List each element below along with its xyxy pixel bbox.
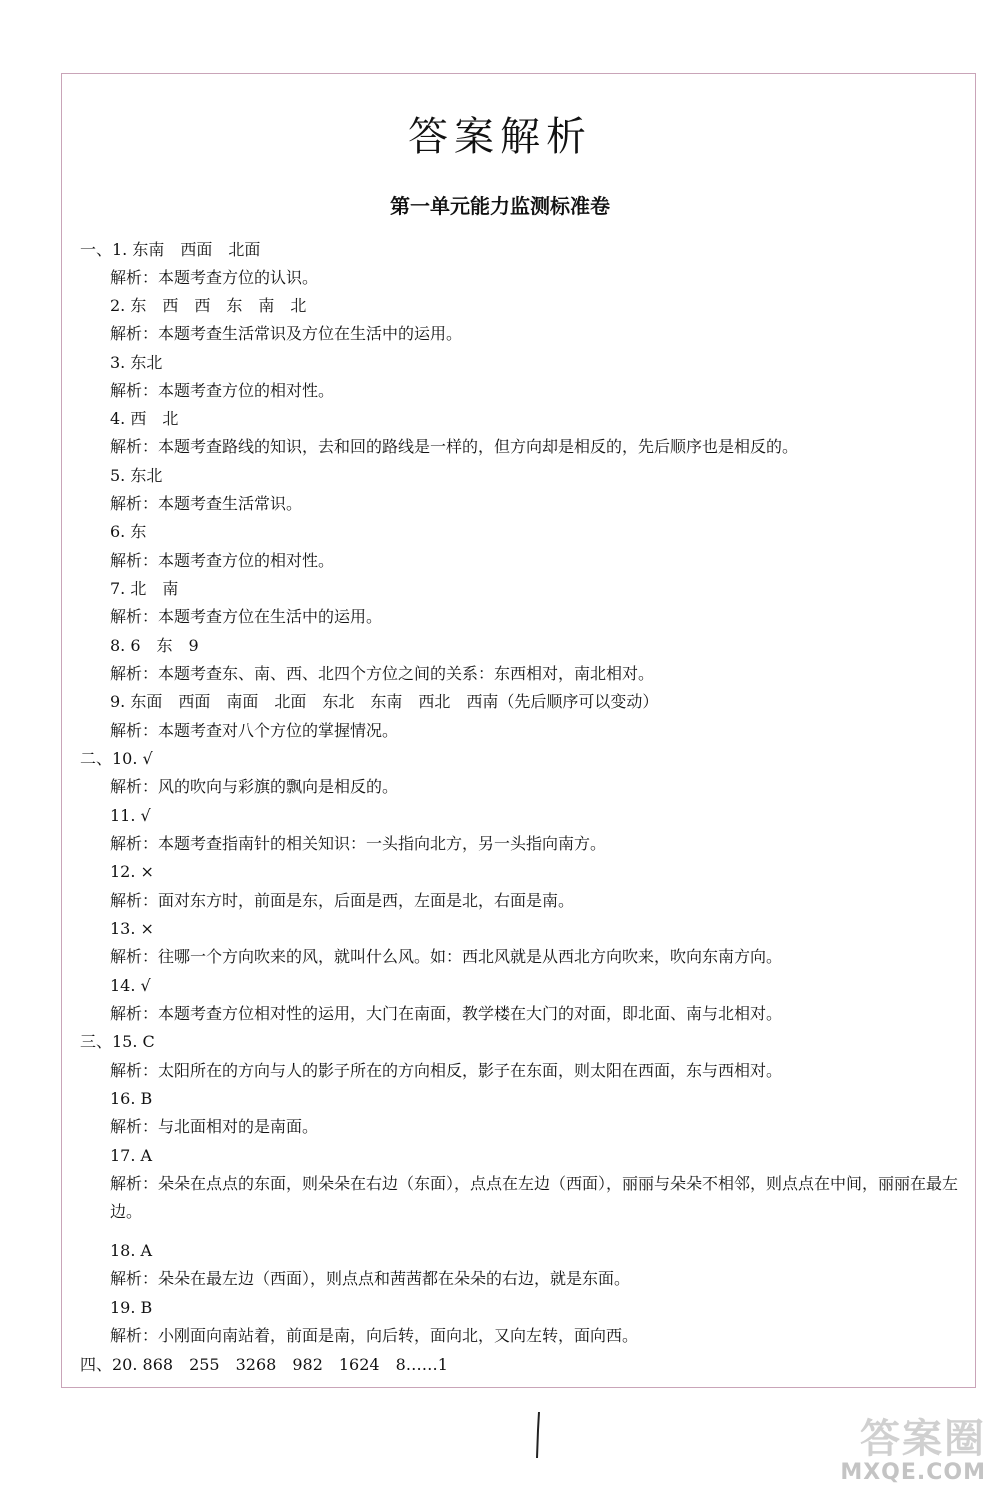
pen-stroke-mark — [532, 1410, 544, 1460]
watermark — [840, 1418, 986, 1486]
answer-line: 17. A — [110, 1146, 153, 1165]
analysis-line: 解析：小刚面向南站着，前面是南，向后转，面向北，又向左转，面向西。 — [110, 1326, 639, 1345]
analysis-line: 解析：本题考查生活常识及方位在生活中的运用。 — [110, 324, 463, 343]
answer-line: 四、20. 868 255 3268 982 1624 8……1 — [80, 1355, 448, 1374]
section-title: 第一单元能力监测标准卷 — [390, 194, 610, 218]
page-title: 答案解析 — [408, 114, 592, 160]
answer-line: 16. B — [110, 1089, 153, 1108]
analysis-line: 解析：本题考查路线的知识，去和回的路线是一样的，但方向却是相反的，先后顺序也是相反的。 — [110, 437, 799, 456]
analysis-line: 解析：本题考查指南针的相关知识：一头指向北方，另一头指向南方。 — [110, 834, 607, 853]
analysis-line: 解析：本题考查对八个方位的掌握情况。 — [110, 721, 399, 740]
analysis-line: 解析：本题考查方位的相对性。 — [110, 551, 335, 570]
analysis-line: 解析：太阳所在的方向与人的影子所在的方向相反，影子在东面，则太阳在西面，东与西相对。 — [110, 1061, 783, 1080]
analysis-line: 解析：本题考查方位在生活中的运用。 — [110, 607, 383, 626]
analysis-line: 解析：本题考查方位的认识。 — [110, 268, 319, 287]
analysis-line: 解析：朵朵在最左边（西面），则点点和茜茜都在朵朵的右边，就是东面。 — [110, 1269, 631, 1288]
answer-line: 一、1. 东南 西面 北面 — [80, 240, 261, 259]
answer-line: 2. 东 西 西 东 南 北 — [110, 296, 307, 315]
analysis-line: 解析：朵朵在点点的东面，则朵朵在右边（东面），点点在左边（西面），丽丽与朵朵不相邻，则点点在中间，丽丽在最左边。 — [110, 1174, 959, 1221]
analysis-line: 解析：面对东方时，前面是东，后面是西，左面是北，右面是南。 — [110, 891, 575, 910]
answer-line: 11. √ — [110, 806, 151, 825]
answer-line: 8. 6 东 9 — [110, 636, 199, 655]
analysis-line: 解析：本题考查东、南、西、北四个方位之间的关系：东西相对，南北相对。 — [110, 664, 655, 683]
answer-line: 14. √ — [110, 976, 151, 995]
analysis-line: 解析：本题考查生活常识。 — [110, 494, 303, 513]
answer-line: 18. A — [110, 1241, 153, 1260]
answer-line: 二、10. √ — [80, 749, 153, 768]
answer-line: 5. 东北 — [110, 466, 163, 485]
analysis-line: 解析：本题考查方位的相对性。 — [110, 381, 335, 400]
analysis-line: 解析：风的吹向与彩旗的飘向是相反的。 — [110, 777, 399, 796]
analysis-line: 解析：本题考查方位相对性的运用，大门在南面，教学楼在大门的对面，即北面、南与北相对。 — [110, 1004, 783, 1023]
watermark-logo: 答案圈 — [860, 1416, 986, 1462]
watermark-url: MXQE.COM — [840, 1460, 986, 1485]
answer-line: 三、15. C — [80, 1032, 155, 1051]
analysis-line: 解析：与北面相对的是南面。 — [110, 1117, 319, 1136]
answer-line: 7. 北 南 — [110, 579, 179, 598]
answer-line: 12. × — [110, 862, 154, 881]
answer-line: 6. 东 — [110, 522, 147, 541]
answer-line: 3. 东北 — [110, 353, 163, 372]
answer-line: 9. 东面 西面 南面 北面 东北 东南 西北 西南（先后顺序可以变动） — [110, 692, 659, 711]
answer-line: 13. × — [110, 919, 154, 938]
analysis-line: 解析：往哪一个方向吹来的风，就叫什么风。如：西北风就是从西北方向吹来，吹向东南方向。 — [110, 947, 783, 966]
answer-line: 4. 西 北 — [110, 409, 179, 428]
answer-line: 19. B — [110, 1298, 153, 1317]
